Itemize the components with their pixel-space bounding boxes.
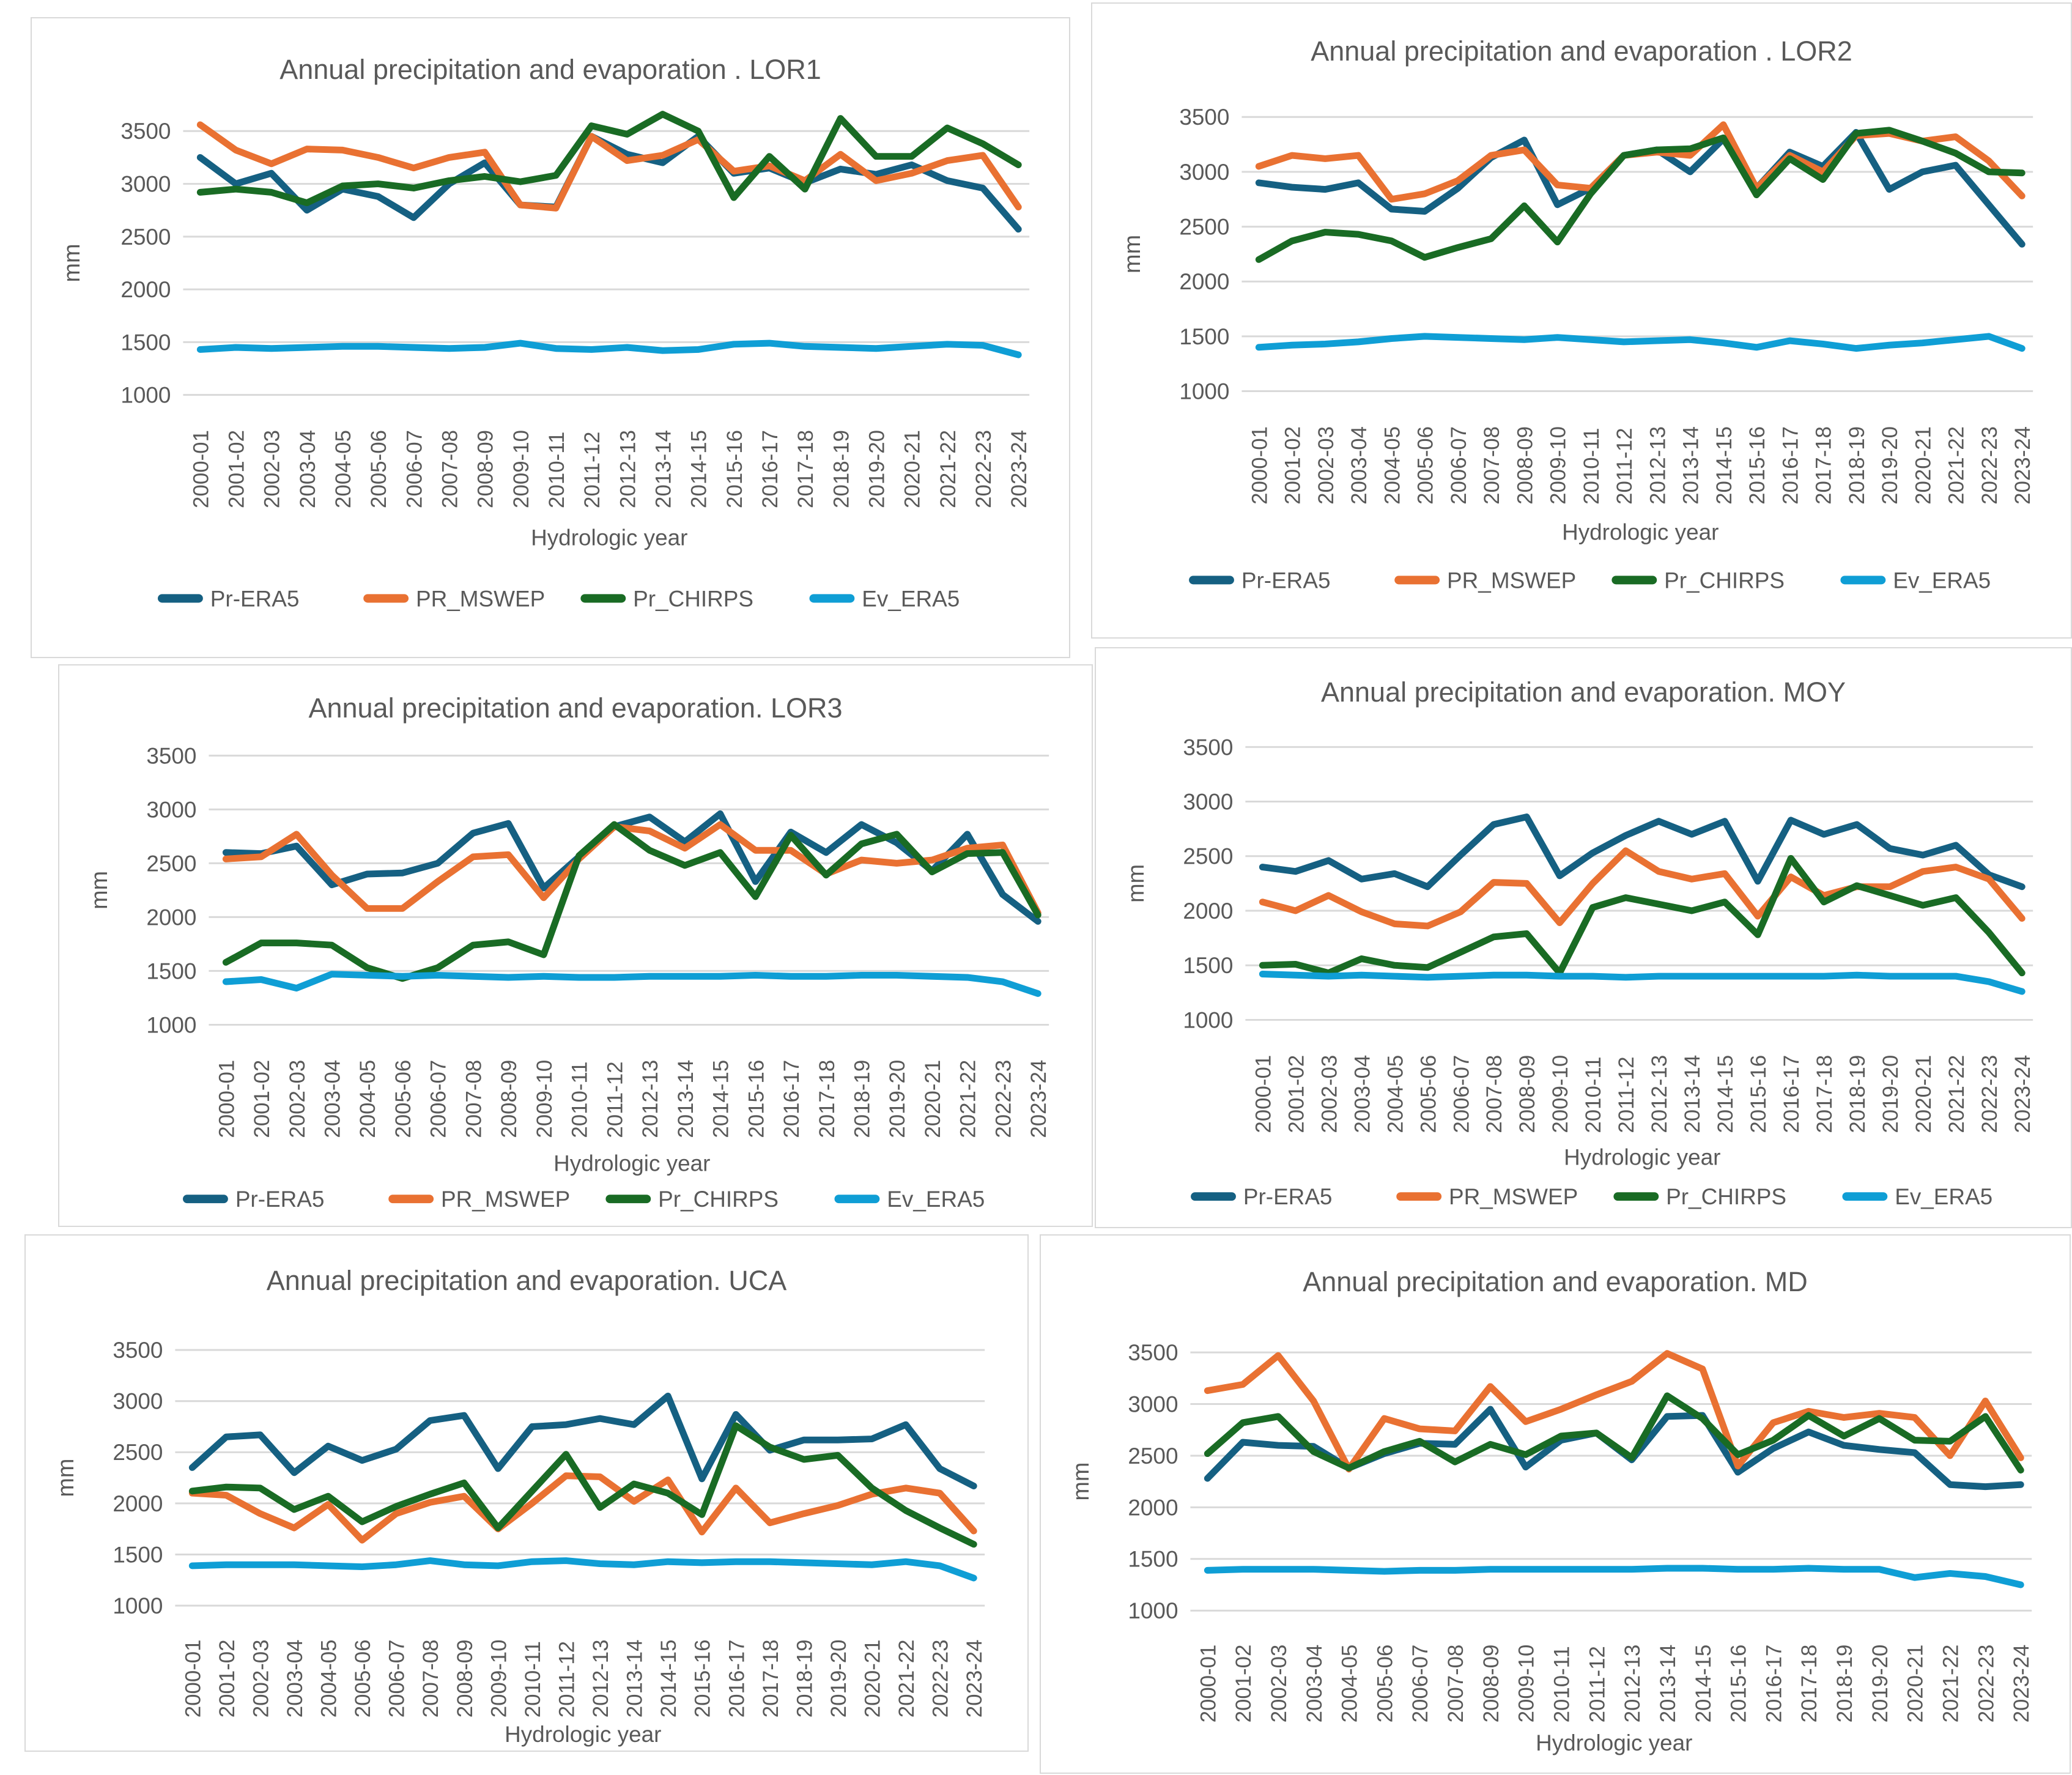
x-tick-label: 2005-06: [1413, 426, 1438, 505]
y-tick-label: 3000: [1128, 1391, 1178, 1417]
series-line-Ev_ERA5: [1259, 336, 2022, 349]
legend-marker-PR_MSWEP: [1396, 1192, 1441, 1201]
x-tick-label: 2019-20: [1868, 1644, 1892, 1723]
x-tick-label: 2010-11: [520, 1641, 545, 1718]
x-tick-label: 2006-07: [1449, 1054, 1474, 1133]
x-tick-label: 2008-09: [497, 1059, 522, 1138]
x-tick-label: 2010-11: [1582, 1056, 1606, 1133]
x-tick-label: 2021-22: [956, 1059, 980, 1138]
legend-marker-Ev_ERA5: [1840, 576, 1885, 584]
x-tick-label: 2014-15: [657, 1639, 681, 1718]
x-axis-title: Hydrologic year: [1536, 1730, 1693, 1756]
x-tick-label: 2016-17: [780, 1059, 804, 1138]
x-tick-label: 2014-15: [1712, 426, 1736, 505]
legend-label-Pr_CHIRPS: Pr_CHIRPS: [1664, 568, 1785, 593]
x-tick-label: 2009-10: [1548, 1054, 1573, 1133]
y-tick-label: 3500: [113, 1338, 163, 1363]
x-tick-label: 2014-15: [1714, 1054, 1738, 1133]
x-tick-label: 2017-18: [1811, 426, 1836, 505]
legend-marker-Pr_CHIRPS: [605, 1195, 651, 1203]
x-tick-label: 2015-16: [722, 430, 747, 508]
chart-title: Annual precipitation and evaporation. LOR3: [308, 692, 843, 724]
y-tick-label: 3500: [1183, 735, 1234, 760]
y-tick-label: 1500: [120, 330, 171, 355]
x-tick-label: 2002-03: [260, 430, 284, 508]
legend-marker-Pr-ERA5: [158, 594, 203, 602]
x-tick-label: 2018-19: [829, 430, 854, 508]
y-axis-title: mm: [59, 243, 85, 283]
x-tick-label: 2021-22: [936, 430, 960, 508]
x-tick-label: 2012-13: [1621, 1644, 1645, 1723]
x-tick-label: 2007-08: [462, 1059, 486, 1138]
x-tick-label: 2022-23: [1977, 426, 2002, 505]
y-axis-title: mm: [1068, 1462, 1094, 1501]
x-tick-label: 2022-23: [971, 430, 996, 508]
chart-panel-lor3[interactable]: [58, 664, 1093, 1227]
x-tick-label: 2014-15: [1691, 1644, 1715, 1723]
y-tick-label: 3500: [1179, 105, 1230, 130]
x-tick-label: 2014-15: [709, 1059, 733, 1138]
x-tick-label: 2013-14: [651, 430, 676, 508]
x-axis-title: Hydrologic year: [505, 1722, 662, 1747]
x-tick-label: 2020-21: [920, 1059, 945, 1138]
x-tick-label: 2016-17: [1780, 1054, 1804, 1133]
x-tick-label: 2020-21: [1911, 426, 1936, 505]
x-tick-label: 2004-05: [317, 1639, 341, 1718]
x-tick-label: 2010-11: [1550, 1646, 1574, 1723]
legend-label-Pr-ERA5: Pr-ERA5: [1241, 568, 1331, 593]
y-tick-label: 3000: [1183, 789, 1234, 815]
x-tick-label: 2013-14: [673, 1059, 698, 1138]
x-tick-label: 2000-01: [1251, 1054, 1276, 1133]
x-tick-label: 2000-01: [189, 430, 213, 508]
x-tick-label: 2014-15: [687, 430, 711, 508]
x-tick-label: 2005-06: [351, 1639, 376, 1718]
x-tick-label: 2019-20: [1878, 426, 1903, 505]
x-tick-label: 2021-22: [895, 1639, 919, 1718]
x-tick-label: 2023-24: [2011, 1054, 2035, 1133]
legend-marker-Pr-ERA5: [183, 1195, 228, 1203]
series-line-Pr_CHIRPS: [200, 114, 1018, 203]
x-tick-label: 2002-03: [249, 1639, 273, 1718]
legend-label-PR_MSWEP: PR_MSWEP: [441, 1187, 571, 1212]
y-tick-label: 1000: [146, 1012, 197, 1038]
x-tick-label: 2001-02: [1232, 1644, 1256, 1723]
chart-title: Annual precipitation and evaporation. MOY: [1320, 676, 1846, 708]
y-tick-label: 3500: [146, 743, 197, 769]
x-tick-label: 2023-24: [1027, 1059, 1051, 1138]
x-tick-label: 2020-21: [1912, 1054, 1936, 1133]
y-tick-label: 2500: [1179, 214, 1230, 240]
series-line-Ev_ERA5: [192, 1561, 974, 1578]
x-tick-label: 2023-24: [1007, 430, 1032, 508]
x-tick-label: 2012-13: [1646, 426, 1670, 505]
legend-marker-PR_MSWEP: [363, 594, 409, 602]
x-tick-label: 2009-10: [532, 1059, 557, 1138]
x-tick-label: 2010-11: [568, 1061, 592, 1138]
x-tick-label: 2021-22: [1944, 426, 1969, 505]
x-tick-label: 2008-09: [473, 430, 498, 508]
chart-canvas-lor1: [32, 18, 1069, 657]
x-tick-label: 2009-10: [1546, 426, 1571, 505]
x-tick-label: 2005-06: [391, 1059, 415, 1138]
x-tick-label: 2008-09: [453, 1639, 477, 1718]
y-tick-label: 1000: [1179, 379, 1230, 404]
x-tick-label: 2021-22: [1945, 1054, 1969, 1133]
y-tick-label: 2500: [1128, 1443, 1178, 1469]
x-tick-label: 2016-17: [1778, 426, 1803, 505]
x-tick-label: 2001-02: [215, 1639, 239, 1718]
x-axis-title: Hydrologic year: [553, 1151, 711, 1176]
x-tick-label: 2004-05: [331, 430, 355, 508]
x-tick-label: 2009-10: [509, 430, 533, 508]
x-tick-label: 2002-03: [1267, 1644, 1291, 1723]
x-tick-label: 2001-02: [224, 430, 249, 508]
x-tick-label: 2018-19: [850, 1059, 875, 1138]
legend-label-Ev_ERA5: Ev_ERA5: [887, 1187, 985, 1212]
x-tick-label: 2017-18: [1797, 1644, 1822, 1723]
x-tick-label: 2013-14: [1681, 1054, 1705, 1133]
x-tick-label: 2023-24: [963, 1639, 987, 1718]
x-tick-label: 2020-21: [1903, 1644, 1928, 1723]
x-tick-label: 2004-05: [356, 1059, 380, 1138]
x-tick-label: 2010-11: [544, 431, 569, 508]
x-tick-label: 2006-07: [385, 1639, 409, 1718]
y-axis-title: mm: [1123, 864, 1149, 903]
x-tick-label: 2018-19: [1844, 426, 1869, 505]
x-tick-label: 2013-14: [623, 1639, 647, 1718]
series-line-Ev_ERA5: [200, 343, 1018, 355]
y-tick-label: 1000: [113, 1593, 163, 1619]
x-tick-label: 2019-20: [865, 430, 889, 508]
x-tick-label: 2003-04: [1350, 1054, 1375, 1133]
x-tick-label: 2012-13: [588, 1639, 613, 1718]
x-tick-label: 2011-12: [555, 1641, 579, 1718]
y-tick-label: 2500: [120, 224, 171, 250]
y-tick-label: 2000: [113, 1491, 163, 1516]
x-tick-label: 2011-12: [1615, 1056, 1639, 1133]
x-tick-label: 2007-08: [1444, 1644, 1468, 1723]
x-tick-label: 2013-14: [1656, 1644, 1680, 1723]
x-axis-title: Hydrologic year: [1562, 519, 1719, 545]
legend-marker-Ev_ERA5: [834, 1195, 879, 1203]
y-tick-label: 3000: [113, 1388, 163, 1414]
chart-canvas-lor2: [1092, 4, 2071, 637]
x-tick-label: 2019-20: [1879, 1054, 1903, 1133]
legend-marker-Pr-ERA5: [1189, 576, 1234, 584]
chart-canvas-moy: [1096, 648, 2071, 1227]
legend-label-Ev_ERA5: Ev_ERA5: [1893, 568, 1991, 593]
chart-panel-md[interactable]: [1040, 1234, 2071, 1774]
x-tick-label: 2006-07: [426, 1059, 451, 1138]
chart-canvas-md: [1041, 1236, 2070, 1773]
legend-marker-Pr_CHIRPS: [1611, 576, 1657, 584]
x-tick-label: 2016-17: [725, 1639, 749, 1718]
chart-panel-lor1[interactable]: [31, 17, 1070, 658]
y-axis-title: mm: [53, 1458, 79, 1497]
x-tick-label: 2007-08: [438, 430, 462, 508]
x-tick-label: 2016-17: [1762, 1644, 1786, 1723]
x-tick-label: 2008-09: [1513, 426, 1537, 505]
x-tick-label: 2011-12: [1613, 428, 1637, 505]
y-tick-label: 1000: [120, 382, 171, 408]
chart-panel-uca[interactable]: [24, 1234, 1029, 1752]
x-tick-label: 2001-02: [250, 1059, 275, 1138]
y-tick-label: 3000: [1179, 159, 1230, 185]
y-tick-label: 1000: [1183, 1007, 1234, 1033]
x-axis-title: Hydrologic year: [531, 525, 688, 550]
x-tick-label: 2002-03: [1317, 1054, 1342, 1133]
x-tick-label: 2000-01: [215, 1059, 239, 1138]
legend-label-PR_MSWEP: PR_MSWEP: [1449, 1184, 1578, 1210]
legend-marker-PR_MSWEP: [1394, 576, 1440, 584]
x-tick-label: 2017-18: [815, 1059, 839, 1138]
y-tick-label: 2500: [146, 851, 197, 876]
x-tick-label: 2017-18: [794, 430, 818, 508]
y-tick-label: 2000: [1183, 898, 1234, 924]
x-tick-label: 2001-02: [1284, 1054, 1309, 1133]
x-tick-label: 2003-04: [1347, 426, 1372, 505]
x-tick-label: 2019-20: [886, 1059, 910, 1138]
y-axis-title: mm: [1119, 234, 1145, 273]
chart-title: Annual precipitation and evaporation . LOR2: [1311, 35, 1852, 67]
series-line-Pr_CHIRPS: [192, 1426, 974, 1544]
x-tick-label: 2011-12: [603, 1061, 627, 1138]
legend-label-Pr_CHIRPS: Pr_CHIRPS: [1666, 1184, 1786, 1210]
y-axis-title: mm: [86, 870, 113, 910]
x-tick-label: 2002-03: [1314, 426, 1338, 505]
x-tick-label: 2000-01: [1248, 426, 1272, 505]
y-tick-label: 2000: [1128, 1495, 1178, 1521]
chart-canvas-uca: [26, 1236, 1027, 1751]
y-tick-label: 2500: [113, 1440, 163, 1466]
x-tick-label: 2003-04: [295, 430, 320, 508]
x-axis-title: Hydrologic year: [1564, 1144, 1721, 1170]
legend-label-Pr-ERA5: Pr-ERA5: [210, 586, 300, 612]
x-tick-label: 2018-19: [1846, 1054, 1870, 1133]
x-tick-label: 2011-12: [1585, 1646, 1610, 1723]
y-tick-label: 2500: [1183, 843, 1234, 869]
y-tick-label: 2000: [120, 277, 171, 303]
x-tick-label: 2022-23: [1974, 1644, 1999, 1723]
x-tick-label: 2020-21: [860, 1639, 885, 1718]
x-tick-label: 2009-10: [1514, 1644, 1539, 1723]
series-line-Ev_ERA5: [1207, 1568, 2021, 1585]
x-tick-label: 2001-02: [1281, 426, 1305, 505]
x-tick-label: 2002-03: [285, 1059, 309, 1138]
x-tick-label: 2018-19: [793, 1639, 817, 1718]
x-tick-label: 2008-09: [1515, 1054, 1540, 1133]
chart-canvas-lor3: [59, 665, 1092, 1226]
x-tick-label: 2010-11: [1579, 428, 1604, 505]
x-tick-label: 2017-18: [1813, 1054, 1837, 1133]
x-tick-label: 2011-12: [580, 431, 605, 508]
x-tick-label: 2003-04: [283, 1639, 307, 1718]
x-tick-label: 2007-08: [1482, 1054, 1507, 1133]
x-tick-label: 2016-17: [758, 430, 783, 508]
series-line-PR_MSWEP: [1262, 851, 2022, 926]
x-tick-label: 2005-06: [1416, 1054, 1441, 1133]
chart-panel-lor2[interactable]: [1091, 2, 2072, 639]
y-tick-label: 1500: [146, 958, 197, 984]
y-tick-label: 1500: [1128, 1546, 1178, 1572]
series-line-Pr_CHIRPS: [226, 825, 1038, 979]
x-tick-label: 2018-19: [1833, 1644, 1857, 1723]
y-tick-label: 3500: [120, 119, 171, 144]
x-tick-label: 2000-01: [1196, 1644, 1221, 1723]
legend-label-PR_MSWEP: PR_MSWEP: [1447, 568, 1577, 593]
y-tick-label: 3500: [1128, 1340, 1178, 1366]
x-tick-label: 2004-05: [1338, 1644, 1362, 1723]
x-tick-label: 2017-18: [758, 1639, 783, 1718]
y-tick-label: 3000: [146, 797, 197, 823]
x-tick-label: 2005-06: [1373, 1644, 1397, 1723]
x-tick-label: 2021-22: [1939, 1644, 1963, 1723]
legend-marker-Ev_ERA5: [810, 594, 855, 602]
x-tick-label: 2008-09: [1479, 1644, 1503, 1723]
chart-panel-moy[interactable]: [1095, 647, 2072, 1228]
legend-label-Pr-ERA5: Pr-ERA5: [235, 1187, 325, 1212]
legend-marker-PR_MSWEP: [388, 1195, 434, 1203]
x-tick-label: 2015-16: [744, 1059, 769, 1138]
legend-marker-Pr_CHIRPS: [1613, 1192, 1659, 1201]
chart-title: Annual precipitation and evaporation. MD: [1303, 1266, 1808, 1297]
x-tick-label: 2015-16: [1726, 1644, 1751, 1723]
x-tick-label: 2009-10: [487, 1639, 511, 1718]
chart-title: Annual precipitation and evaporation . LOR1: [279, 54, 821, 85]
y-tick-label: 3000: [120, 171, 171, 197]
x-tick-label: 2023-24: [2011, 426, 2035, 505]
y-tick-label: 2000: [146, 905, 197, 930]
x-tick-label: 2022-23: [991, 1059, 1016, 1138]
legend-label-PR_MSWEP: PR_MSWEP: [416, 586, 546, 612]
x-tick-label: 2020-21: [900, 430, 925, 508]
legend-marker-Pr_CHIRPS: [580, 594, 626, 602]
x-tick-label: 2015-16: [1747, 1054, 1771, 1133]
x-tick-label: 2004-05: [1380, 426, 1405, 505]
x-tick-label: 2006-07: [1446, 426, 1471, 505]
y-tick-label: 1500: [113, 1542, 163, 1568]
x-tick-label: 2022-23: [1978, 1054, 2002, 1133]
x-tick-label: 2012-13: [1648, 1054, 1672, 1133]
x-tick-label: 2015-16: [690, 1639, 715, 1718]
x-tick-label: 2000-01: [181, 1639, 205, 1718]
legend-marker-Ev_ERA5: [1842, 1192, 1887, 1201]
series-line-Ev_ERA5: [226, 974, 1038, 994]
y-tick-label: 1500: [1183, 953, 1234, 979]
legend-marker-Pr-ERA5: [1191, 1192, 1236, 1201]
x-tick-label: 2012-13: [616, 430, 640, 508]
y-tick-label: 1000: [1128, 1598, 1178, 1624]
x-tick-label: 2023-24: [2010, 1644, 2034, 1723]
legend-label-Ev_ERA5: Ev_ERA5: [1895, 1184, 1993, 1210]
x-tick-label: 2013-14: [1679, 426, 1703, 505]
x-tick-label: 2019-20: [826, 1639, 851, 1718]
x-tick-label: 2006-07: [402, 430, 427, 508]
x-tick-label: 2005-06: [367, 430, 391, 508]
x-tick-label: 2012-13: [638, 1059, 663, 1138]
x-tick-label: 2004-05: [1383, 1054, 1408, 1133]
x-tick-label: 2006-07: [1408, 1644, 1433, 1723]
legend-label-Pr_CHIRPS: Pr_CHIRPS: [658, 1187, 779, 1212]
legend-label-Ev_ERA5: Ev_ERA5: [862, 586, 960, 612]
y-tick-label: 2000: [1179, 269, 1230, 295]
x-tick-label: 2003-04: [1302, 1644, 1326, 1723]
x-tick-label: 2007-08: [419, 1639, 443, 1718]
x-tick-label: 2022-23: [928, 1639, 953, 1718]
series-line-Ev_ERA5: [1262, 974, 2022, 991]
chart-title: Annual precipitation and evaporation. UCA: [266, 1265, 787, 1296]
legend-label-Pr-ERA5: Pr-ERA5: [1243, 1184, 1333, 1210]
legend-label-Pr_CHIRPS: Pr_CHIRPS: [633, 586, 754, 612]
x-tick-label: 2003-04: [320, 1059, 345, 1138]
x-tick-label: 2015-16: [1745, 426, 1770, 505]
y-tick-label: 1500: [1179, 324, 1230, 349]
x-tick-label: 2007-08: [1480, 426, 1504, 505]
